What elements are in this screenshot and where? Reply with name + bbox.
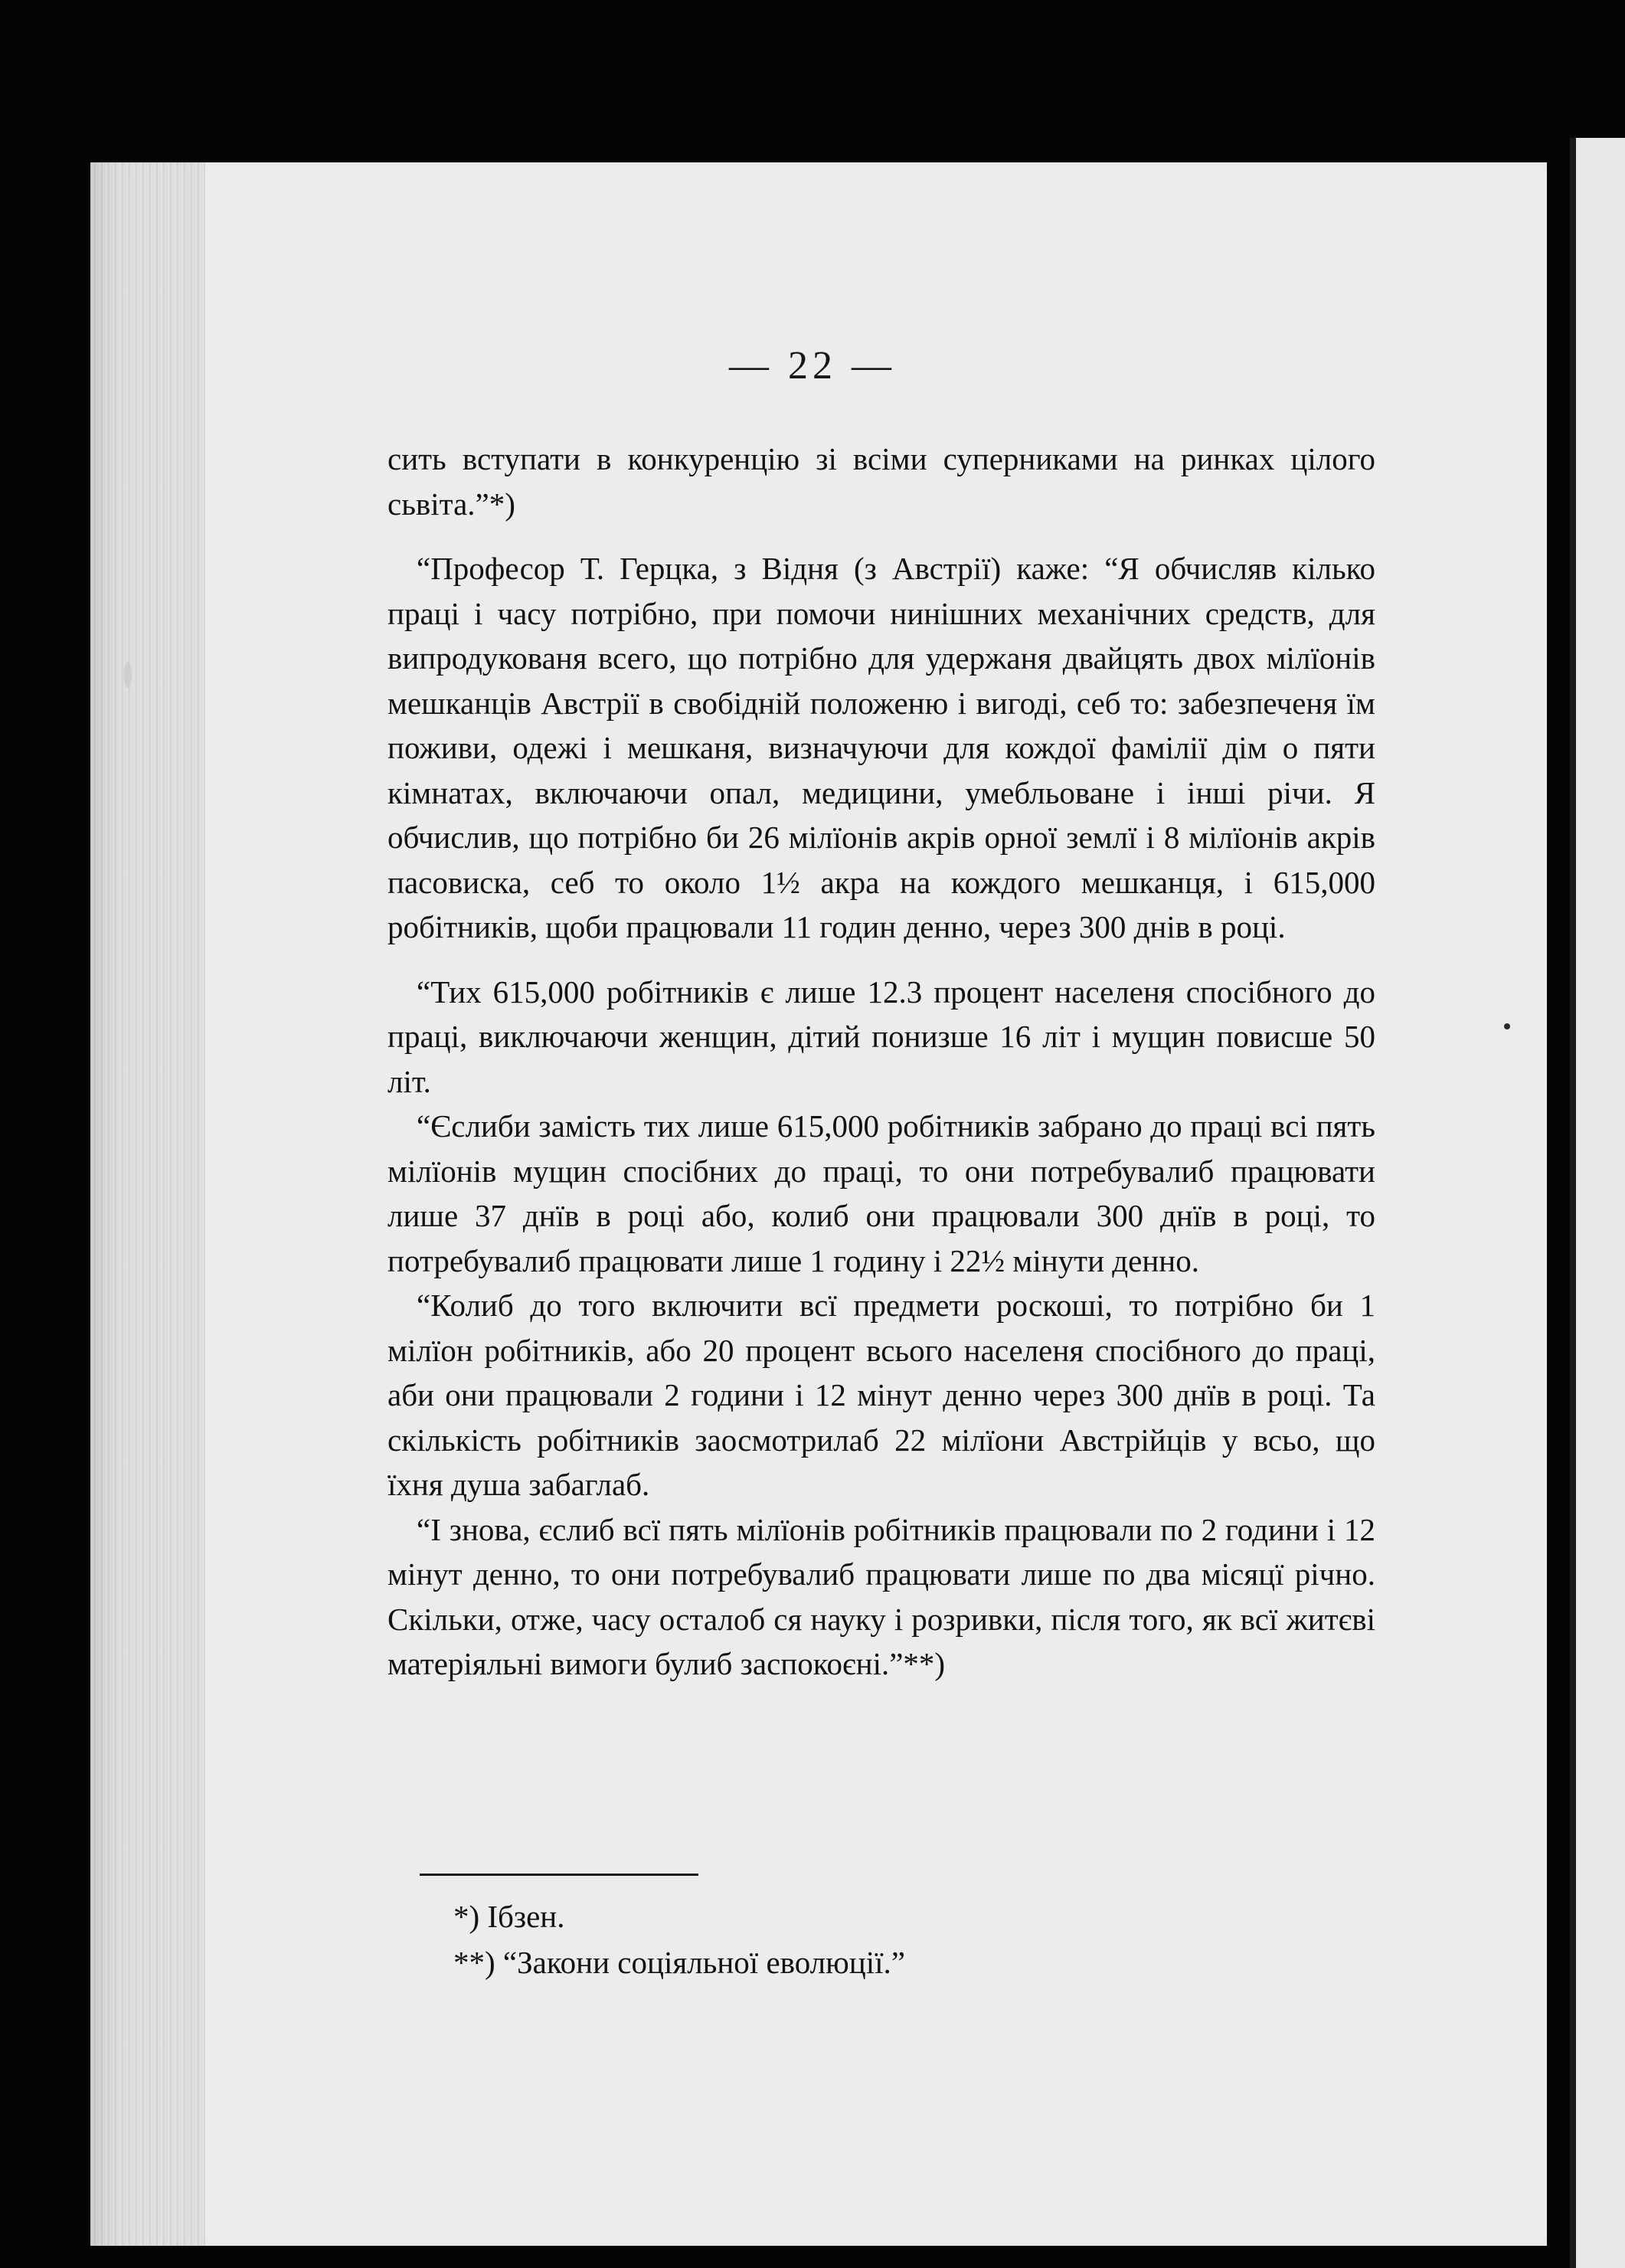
footnotes [453,1893,905,1985]
page-number: — 22 — [729,344,896,388]
paragraph-workers-percent: “Тих 615,000 робітників є лише 12.3 процент населеня спосібного до праці, виключаючи женщин, дітий понизше 16 літ і мущин повисше 50 літ. [387,974,1375,1099]
paragraph-continuation: сить вступати в конкуренцію зі всіми суперниками на ринках цілого сьвіта.”*) [387,441,1375,522]
body-text [387,437,1375,1687]
footnote-2: **) “Закони соціяльної еволюції.” [453,1945,905,1980]
binding-edge [90,162,205,2246]
paragraph-all-workers: “Єслиби замість тих лише 615,000 робітників забрано до праці всі пять мілїонів мущин спосібних до праці, то они потребувалиб працювати лише 37 днїв в році або, колиб они працювали 300 днїв в році, то потребувалиб працювати лише 1 годину і 22½ мінути денно. [387,1108,1375,1278]
footnote-divider [420,1874,698,1876]
paragraph-luxury: “Колиб до того включити всї предмети роскоші, то потрібно би 1 мілїон робітників, або 20 процент всього населеня спосібного до праці, аби они працювали 2 години і 12 мінут денно через 300 днїв в році. Та скількість робітників заосмотрилаб 22 мілїони Австрійців у всьо, що їхня душа забаглаб. [387,1288,1375,1502]
footnote-1: *) Ібзен. [453,1899,565,1934]
facing-page-edge [1570,138,1625,2268]
paragraph-hertzka-quote: “Професор Т. Герцка, з Відня (з Австрії) каже: “Я обчисляв кілько праці і часу потрібно, при помочи нинішних механічних средств, для випродукованя всего, що потрібно для удержаня двайцять двох мілїонів мешканців Австрії в свобідній положеню і вигоді, себ то: забезпеченя їм поживи, одежі і мешканя, визначуючи для кождої фамілії дім о пяти кімнатах, включаючи опал, медицини, умебльоване і інші річи. Я обчислив, що потрібно би 26 мілїонів акрів орної землї і 8 мілїонів акрів пасовиска, себ то около 1½ акра на кождого мешканця, і 615,000 робітників, щоби працювали 11 годин денно, через 300 днів в році. [387,551,1375,944]
right-margin-dot [1504,1023,1510,1029]
paragraph-leisure: “І знова, єслиб всї пять мілїонів робітників працювали по 2 години і 12 мінут денно, то они потребувалиб працювати лише по два місяцї річно. Скільки, отже, часу осталоб ся науку і розривки, після того, як всї житєві матеріяльні вимоги булиб заспокоєні.”**) [387,1511,1375,1681]
left-margin-mark [124,662,132,688]
